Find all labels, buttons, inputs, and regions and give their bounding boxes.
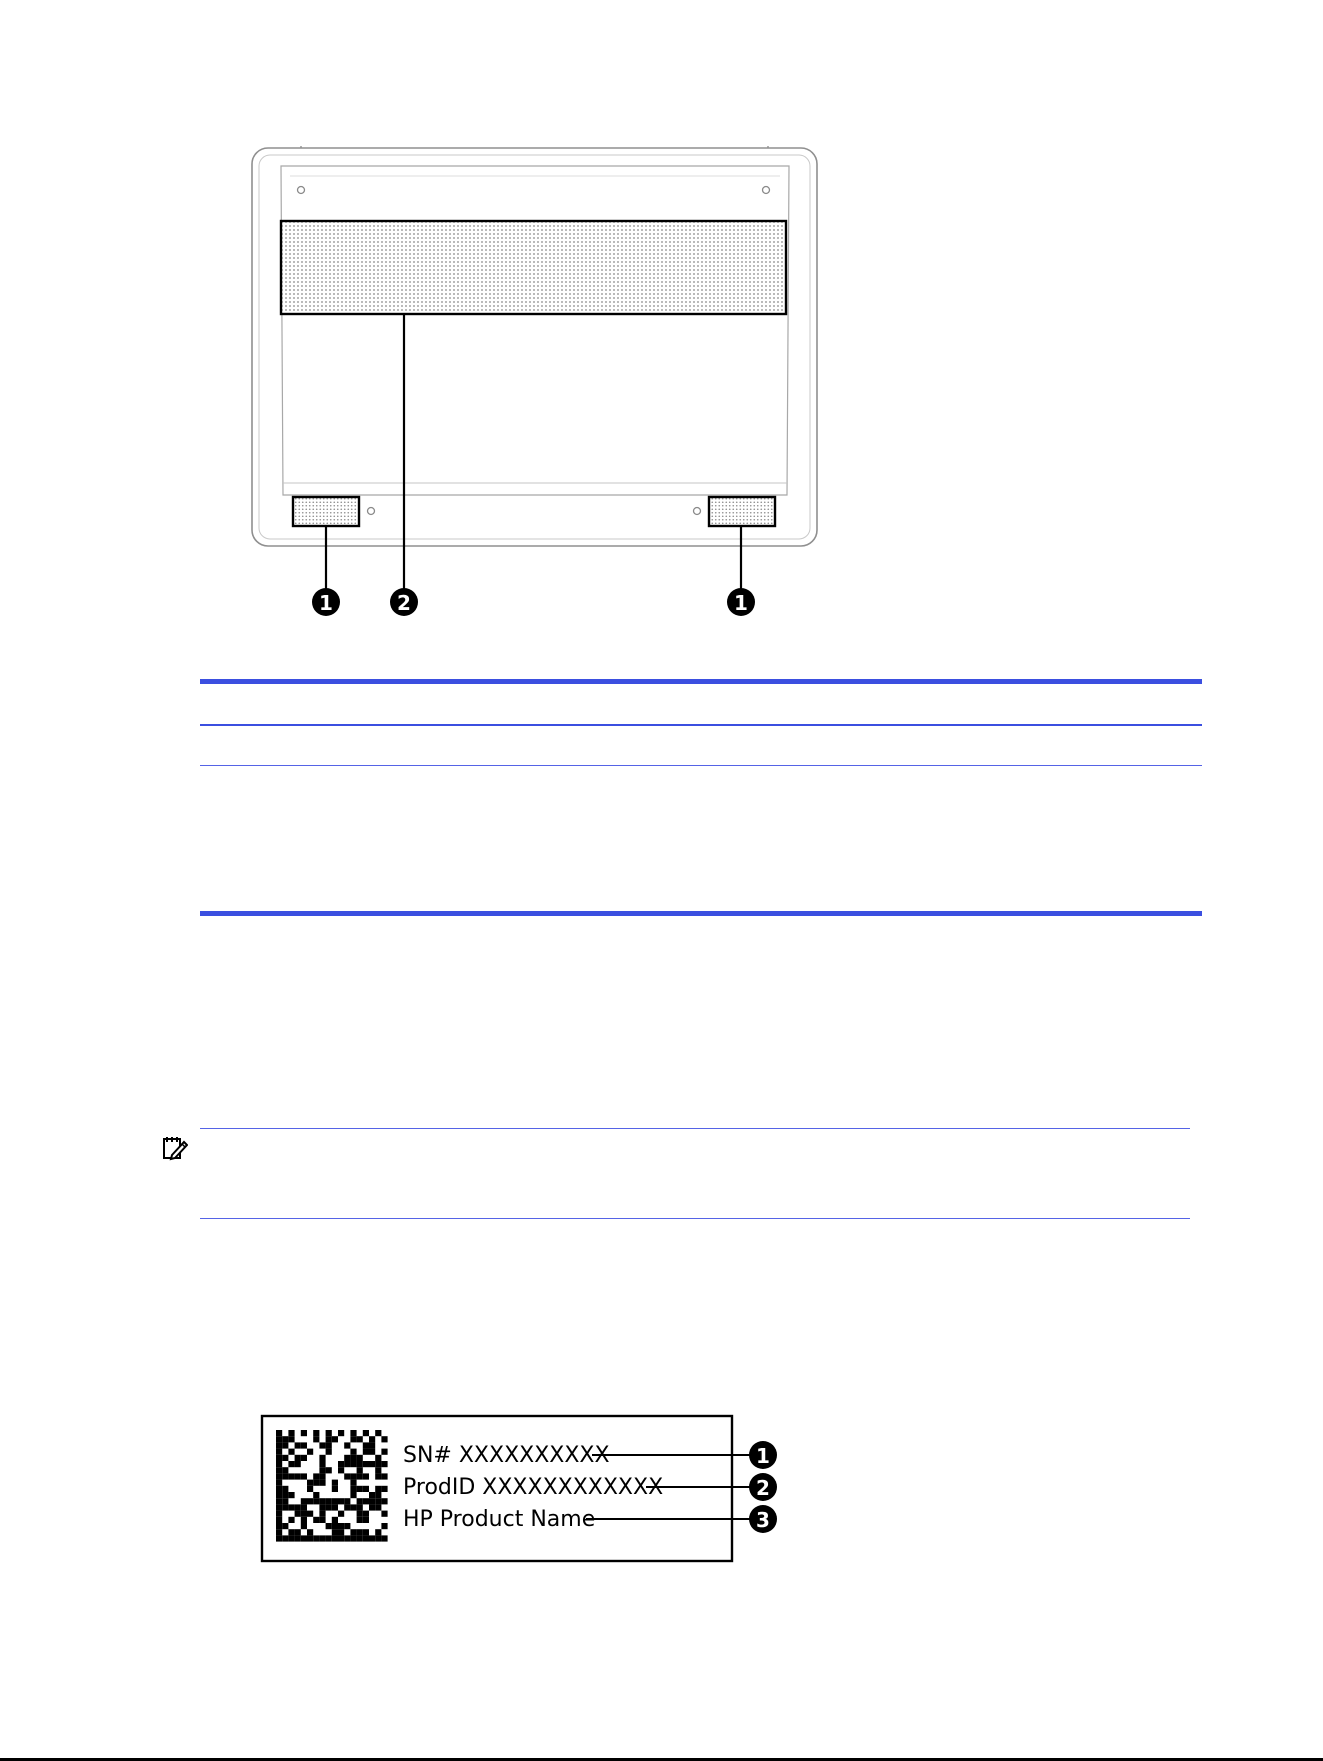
svg-text:1: 1 [734, 591, 748, 615]
svg-text:2: 2 [397, 591, 411, 615]
svg-text:1: 1 [756, 1444, 770, 1468]
bottom-panel [281, 166, 789, 495]
speaker-right [709, 497, 775, 526]
vent-grille [281, 221, 786, 314]
label-product-id: ProdID XXXXXXXXXXXX [403, 1475, 664, 1500]
note-bottom-rule [200, 1218, 1190, 1219]
speaker-left [293, 497, 359, 526]
label-product-name: HP Product Name [403, 1507, 596, 1532]
table-bottom-rule [200, 911, 1202, 916]
table-header-rule [200, 724, 1202, 726]
label-callout-3 [749, 1505, 777, 1533]
table-top-rule [200, 679, 1202, 684]
important-note-icon [162, 1135, 188, 1161]
laptop-bottom-view-figure [0, 0, 1323, 640]
label-callout-1 [749, 1441, 777, 1469]
callout-2 [390, 588, 418, 616]
label-callout-2 [749, 1473, 777, 1501]
table-row-rule [200, 765, 1202, 766]
label-serial-number: SN# XXXXXXXXXX [403, 1443, 610, 1468]
callout-1-right [727, 588, 755, 616]
svg-text:3: 3 [756, 1508, 770, 1532]
callout-1-left [312, 588, 340, 616]
service-label-figure [250, 1405, 790, 1565]
svg-text:1: 1 [319, 591, 333, 615]
svg-text:2: 2 [756, 1476, 770, 1500]
note-top-rule [200, 1128, 1190, 1129]
